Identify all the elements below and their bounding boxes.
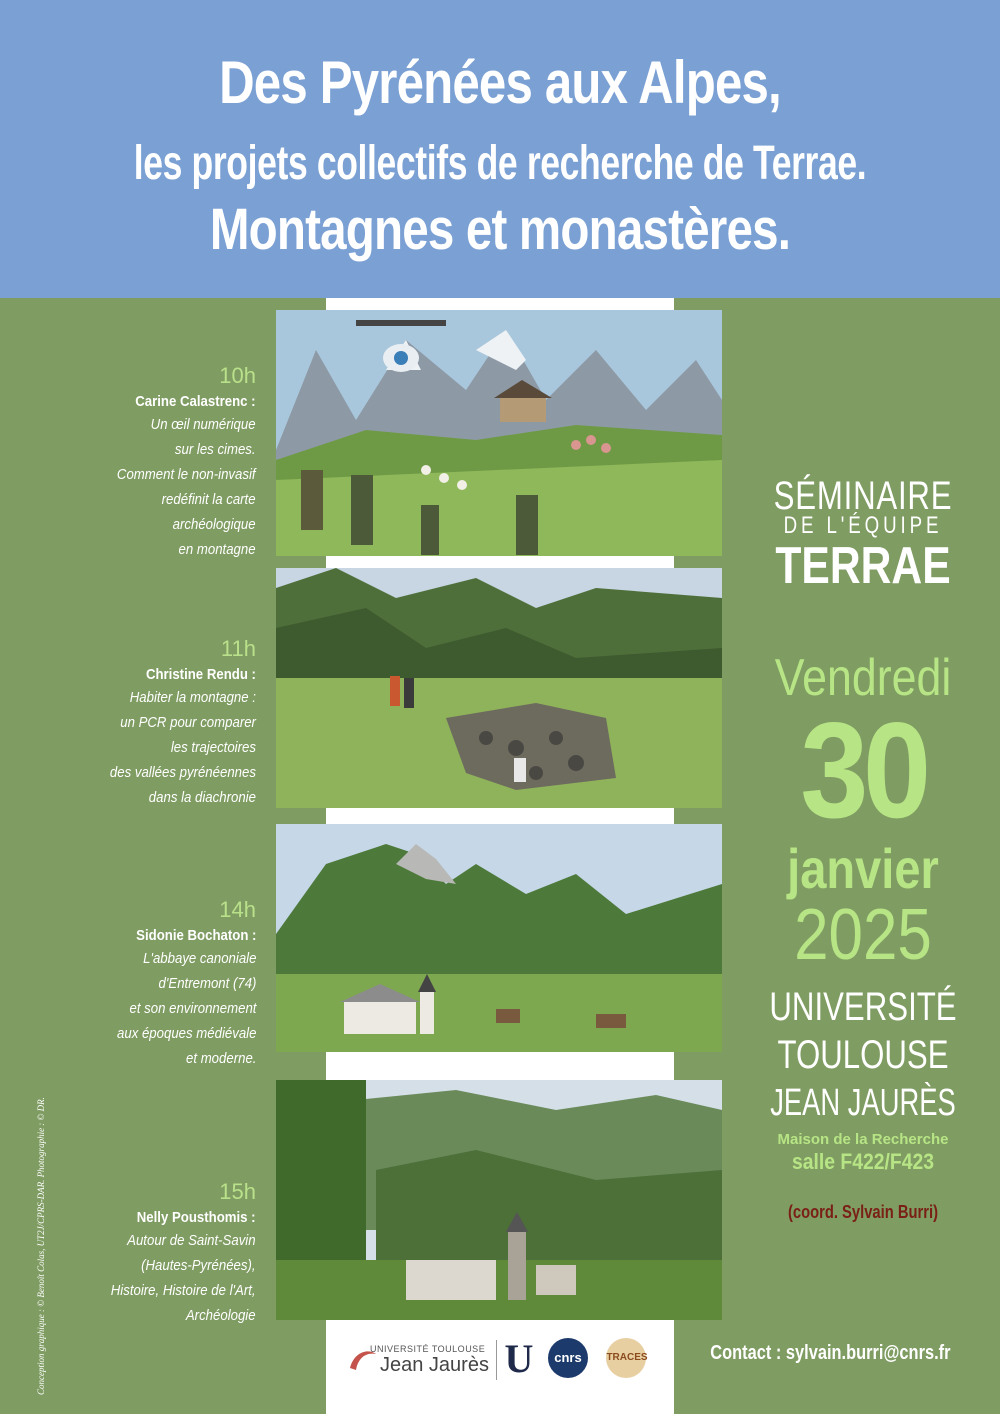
- talk-time: 14h: [219, 897, 256, 922]
- seminar-line-1: SÉMINAIRE: [773, 474, 953, 518]
- talk-speaker: Nelly Pousthomis :: [137, 1209, 256, 1226]
- logo-divider: [496, 1340, 497, 1380]
- photo-entremont: [276, 824, 722, 1052]
- date-day: Vendredi: [774, 649, 952, 707]
- date-year: 2025: [794, 895, 932, 975]
- design-credit: Conception graphique : © Benoît Colas, UT2J/CPRS-DAR. Photographie : © DR.: [36, 1097, 46, 1395]
- talk-title-line: un PCR pour comparer: [120, 714, 256, 731]
- venue-university-line-2: TOULOUSE: [777, 1033, 949, 1077]
- talk-3: [98, 898, 256, 1071]
- title-line-3: Montagnes et monastères.: [209, 197, 791, 262]
- photo-drone-illustration: [276, 310, 722, 556]
- talk-title-line: et moderne.: [185, 1050, 256, 1067]
- ut2j-logo: [344, 1336, 494, 1384]
- title-line-2: les projets collectifs de recherche de Terrae.: [133, 137, 867, 190]
- talk-2: [90, 637, 256, 810]
- photo-saint-savin: [276, 1080, 722, 1320]
- talk-title-line: L'abbaye canoniale: [142, 950, 256, 967]
- coordinator: (coord. Sylvain Burri): [787, 1202, 939, 1222]
- seminar-line-2: DE L'ÉQUIPE: [783, 512, 943, 539]
- venue-university-line-3: JEAN JAURÈS: [770, 1082, 956, 1124]
- talk-title-line: Comment le non-invasif: [117, 466, 256, 483]
- header-banner: [0, 0, 1000, 298]
- talk-title-line: des vallées pyrénéennes: [109, 764, 256, 781]
- date-number: 30: [800, 694, 926, 846]
- contact-email[interactable]: Contact : sylvain.burri@cnrs.fr: [710, 1342, 951, 1364]
- talk-title-line: aux époques médiévale: [116, 1025, 256, 1042]
- talk-title-line: archéologique: [173, 516, 256, 533]
- talk-time: 15h: [219, 1179, 256, 1204]
- talk-speaker: Carine Calastrenc :: [135, 393, 256, 410]
- venue-university-line-1: UNIVERSITÉ: [769, 985, 957, 1029]
- talk-title-line: d'Entremont (74): [158, 975, 256, 992]
- talk-time: 11h: [220, 636, 256, 661]
- talk-title-line: en montagne: [178, 541, 256, 558]
- talk-title-line: les trajectoires: [170, 739, 256, 756]
- traces-logo-text: TRACES: [606, 1352, 648, 1363]
- date-month: janvier: [787, 837, 939, 900]
- talk-title-line: et son environnement: [129, 1000, 256, 1017]
- talk-1: [98, 364, 256, 562]
- cnrs-logo: cnrs: [548, 1338, 588, 1378]
- talk-title-line: Autour de Saint-Savin: [127, 1232, 256, 1249]
- ut2j-logo-name: Jean Jaurès: [380, 1354, 489, 1376]
- talk-title-line: dans la diachronie: [148, 789, 256, 806]
- talk-4: [91, 1180, 256, 1328]
- talk-title-line: redéfinit la carte: [162, 491, 256, 508]
- talk-title-line: Archéologie: [186, 1307, 256, 1324]
- seminar-line-3: TERRAE: [775, 537, 951, 595]
- traces-logo: [598, 1336, 656, 1380]
- talk-title-line: sur les cimes.: [175, 441, 256, 458]
- talk-title-line: Un œil numérique: [151, 416, 256, 433]
- talk-speaker: Christine Rendu :: [145, 666, 256, 683]
- venue-building: Maison de la Recherche: [777, 1131, 949, 1148]
- ut2j-logo-small-text: UNIVERSITÉ TOULOUSE: [370, 1344, 486, 1354]
- talk-time: 10h: [219, 363, 256, 388]
- talk-title-line: Histoire, Histoire de l'Art,: [111, 1282, 256, 1299]
- u-logo: U: [504, 1336, 534, 1381]
- talk-speaker: Sidonie Bochaton :: [135, 927, 256, 944]
- title-line-1: Des Pyrénées aux Alpes,: [219, 49, 781, 116]
- venue-room: salle F422/F423: [791, 1149, 935, 1174]
- photo-excavation: [276, 568, 722, 808]
- talk-title-line: (Hautes-Pyrénées),: [141, 1257, 256, 1274]
- talk-title-line: Habiter la montagne :: [129, 689, 256, 706]
